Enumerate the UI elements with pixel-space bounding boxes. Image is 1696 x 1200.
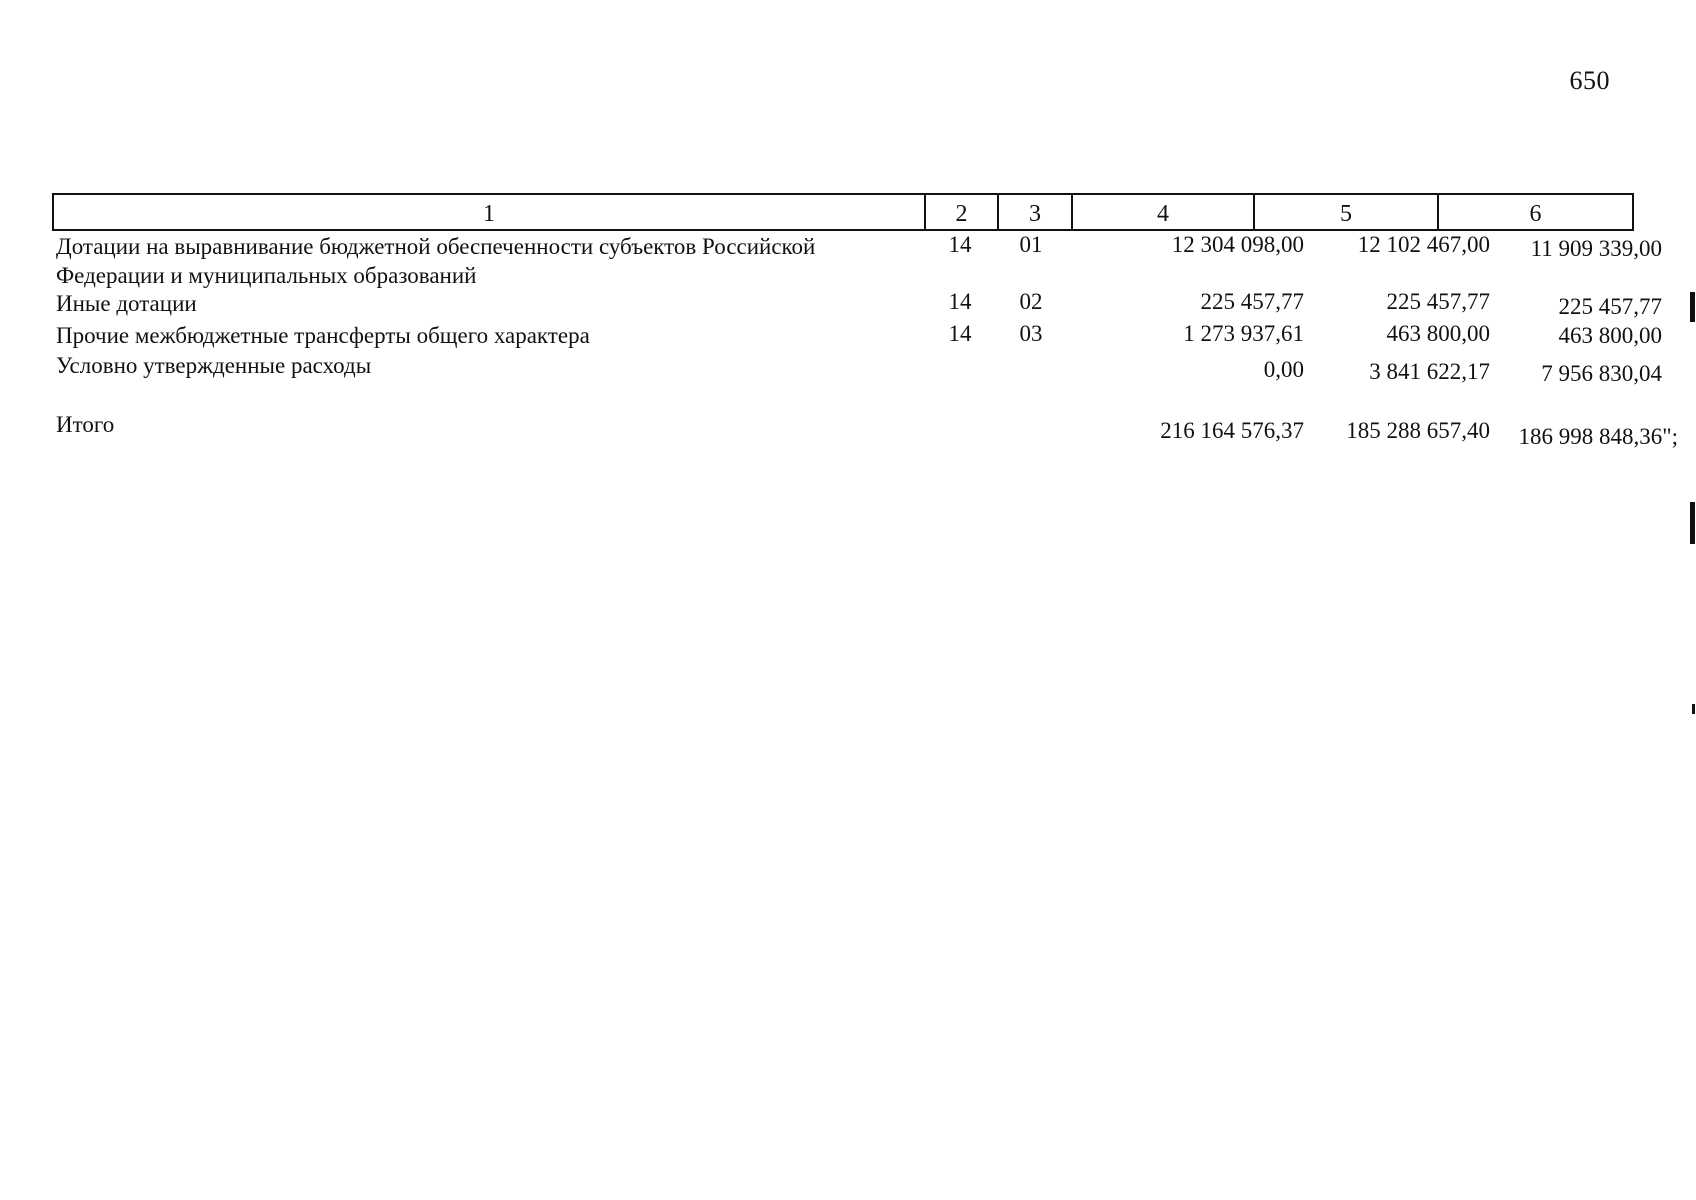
header-cell-4: 4: [1071, 193, 1255, 231]
row-value-6: 225 457,77: [1558, 294, 1662, 319]
scan-edge-mark: [1690, 292, 1695, 322]
row-value-4: 12 304 098,00: [1171, 232, 1304, 257]
page-number: 650: [1569, 66, 1610, 95]
header-cell-6: 6: [1437, 193, 1634, 231]
row-name: Условно утвержденные расходы: [56, 353, 372, 378]
row-value-4: 1 273 937,61: [1183, 321, 1304, 346]
header-cell-2: 2: [924, 193, 999, 231]
header-cell-5: 5: [1253, 193, 1439, 231]
row-pr: 02: [1019, 289, 1043, 314]
table-header-row: [52, 193, 1634, 233]
row-value-5: 12 102 467,00: [1357, 232, 1490, 257]
row-value-5: 463 800,00: [1386, 321, 1490, 346]
row-rz: 14: [948, 289, 972, 314]
row-name: Дотации на выравнивание бюджетной обеспеченности субъектов Российской Федерации и муниципальных образований: [56, 234, 816, 288]
row-value-6: 11 909 339,00: [1530, 236, 1662, 261]
header-cell-3: 3: [997, 193, 1073, 231]
row-name: Прочие межбюджетные трансферты общего характера: [56, 323, 590, 348]
total-label: Итого: [56, 412, 115, 437]
row-value-6: 7 956 830,04: [1541, 361, 1662, 386]
row-value-4: 225 457,77: [1200, 289, 1304, 314]
row-pr: 01: [1019, 232, 1043, 257]
row-value-4: 0,00: [1263, 357, 1304, 382]
row-value-6: 463 800,00: [1558, 323, 1662, 348]
row-pr: 03: [1019, 321, 1043, 346]
total-value-6: 186 998 848,36";: [1518, 424, 1678, 449]
scan-edge-mark: [1690, 502, 1695, 544]
row-value-5: 3 841 622,17: [1369, 359, 1490, 384]
header-cell-1: 1: [52, 193, 926, 231]
row-name: Иные дотации: [56, 291, 197, 316]
total-value-4: 216 164 576,37: [1160, 418, 1304, 443]
total-value-5: 185 288 657,40: [1346, 418, 1490, 443]
row-value-5: 225 457,77: [1386, 289, 1490, 314]
row-rz: 14: [948, 232, 972, 257]
scan-edge-mark: [1692, 704, 1695, 714]
row-rz: 14: [948, 321, 972, 346]
